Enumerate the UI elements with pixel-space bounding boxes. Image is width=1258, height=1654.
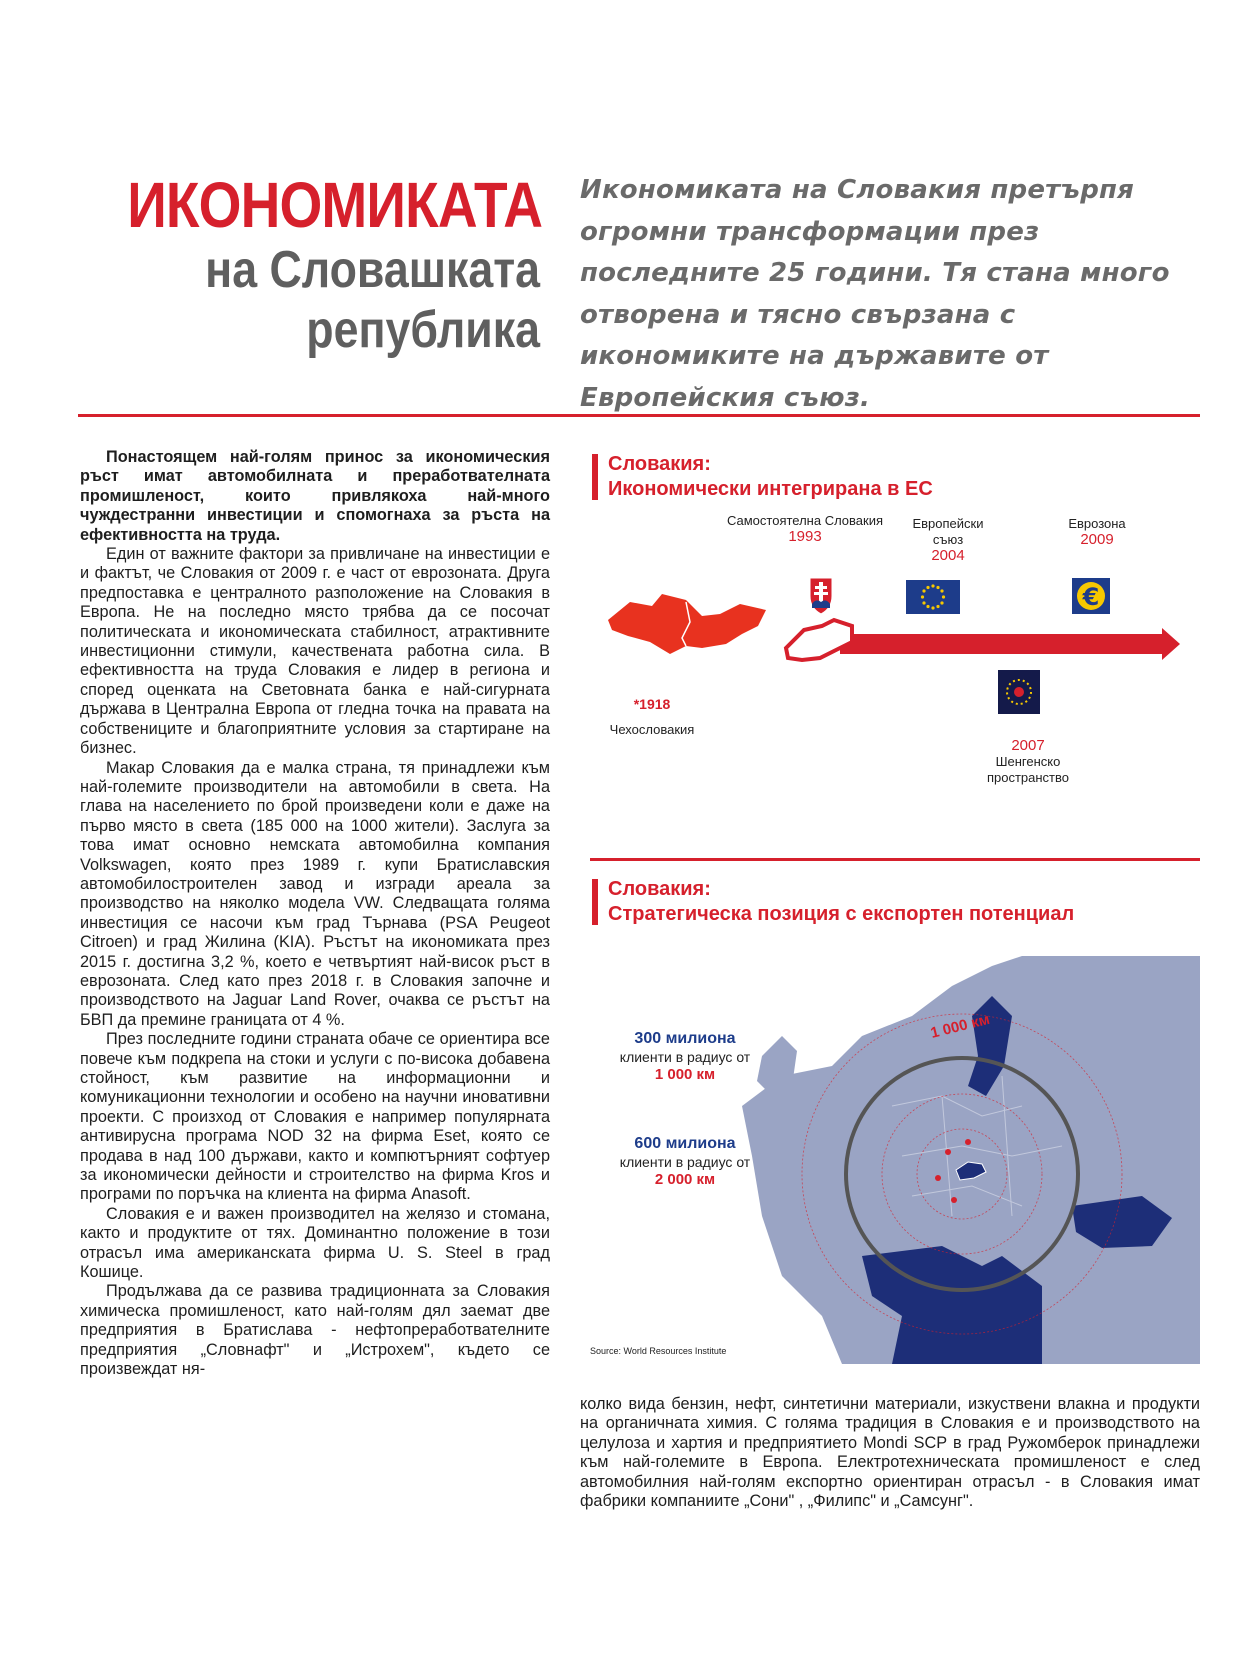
europe-map <box>742 956 1200 1364</box>
eurozone-label: Еврозона <box>1068 516 1126 531</box>
article-paragraph: През последните години страната обаче се ориентира все повече към подкрепа на стоки и услуги с по-висока добавена стойност, към развитие на информационни и комуникационни технологии и особено на научни иновативни проекти. С произход от Словакия е например популярната антивирусна програма NOD 32 на фирма Eset, която се продава в над 100 държави, както и компютърният софтуер за икономически дейности и строителство на фирма Kros и програми по поръчка на клиента на фирма Anasoft. <box>80 1030 550 1204</box>
page-title: ИКОНОМИКАТА <box>127 169 543 241</box>
schengen-year: 2007 <box>1011 737 1045 754</box>
label-schengen <box>978 738 1078 786</box>
page-subtitle-line2: република <box>306 301 540 359</box>
section2-line1: Словакия: <box>608 878 711 900</box>
independent-label: Самостоятелна Словакия <box>726 513 884 528</box>
article-paragraph: Един от важните фактори за привличане на инвестиции е и фактът, че Словакия от 2009 г. е част от еврозоната. Друга предпоставка е централното разположение на Словакия в Европа. Не на последно място трябва да се посочат политическата и икономическата стабилност, атрактивните инвестиционни стимули, качествената работна сила. В ефективността на труда Словакия е лидер в региона и според оценката на Световната банка е най-сигурната държава в Централна Европа от гледна точка на правата на собствениците и благоприятните условия за стартиране на бизнес. <box>80 545 550 758</box>
europe-map-graphic <box>742 956 1200 1364</box>
map-source: Source: World Resources Institute <box>590 1346 727 1356</box>
eu-label-line1: Европейски <box>912 516 984 531</box>
stat-300m <box>610 1030 760 1084</box>
article-paragraph: Макар Словакия да е малка страна, тя принадлежи към най-големите производители на автомобили в света. На глава на населението по брой произведени коли е даже на първо място в света (185 000 на 1000 жители). Заслуга за това имат основно немската автомобилна компания Volkswagen, която през 1989 г. купи Братиславския автомобилостроителен завод и изгради ареала за производство на няколко модела VW. Следващата голяма инвестиция се насочи към град Търнава (PSA Peugeot Citroen) и град Жилина (KIA). Ръстът на икономиката през 2015 г. достигна 3,2 %, което е четвъртият най-висок ръст в еврозоната. След като през 2018 г. в Словакия започне и производството на Jaguar Land Rover, очаква се ръстът на БВП да премине границата от 4 %. <box>80 758 550 1029</box>
section1-line1: Словакия: <box>608 453 711 475</box>
timeline-graphic <box>590 530 1200 830</box>
stat1-big: 300 милиона <box>634 1030 736 1047</box>
section2-line2: Стратегическа позиция с експортен потенциал <box>608 903 1075 925</box>
article-continuation <box>580 1395 1200 1511</box>
article-intro: Понастоящем най-голям принос за икономическия ръст имат автомобилната и преработвателната промишленост, които привлякоха най-много чуждестранни инвестиции и спомогнаха за ръста на ефективността на труда. <box>80 448 550 544</box>
label-czechoslovakia: Чехословакия <box>609 722 695 737</box>
eurozone-year: 2009 <box>1080 531 1114 548</box>
title-block <box>60 169 543 360</box>
schengen-label-line1: Шенгенско <box>995 754 1061 769</box>
independent-year: 1993 <box>788 528 822 545</box>
stat2-big: 600 милиона <box>634 1135 736 1152</box>
czechoslovakia-map-icon <box>608 594 766 654</box>
section-divider <box>590 858 1200 861</box>
label-independent-slovakia <box>720 513 890 545</box>
stat2-text: клиенти в радиус от <box>619 1154 751 1170</box>
eu-year: 2004 <box>931 547 965 564</box>
stat2-km: 2 000 км <box>654 1171 716 1188</box>
header-divider <box>78 414 1200 417</box>
article-paragraph: колко вида бензин, нефт, синтетични материали, изкуствени влакна и продукти на органичната химия. С голяма традиция в Словакия е и производството на целулоза и хартия и предприятието Mondi SCP в град Ружомберок принадлежи към най-големите в Европа. Електротехническата промишленост е след автомобилния най-голям експортно ориентиран отрасъл - в Словакия имат фабрики компаниите „Сони" , „Филипс" и „Самсунг". <box>580 1395 1200 1511</box>
article-paragraph: Продължава да се развива традиционната за Словакия химическа промишленост, като най-голям дял заемат две предприятия в Братислава - нефтопреработвателните предприятия „Словнафт" и „Истрохем", където се произвеждат ня- <box>80 1282 550 1379</box>
label-eu <box>908 516 988 564</box>
heading-bar <box>592 454 598 500</box>
timeline-arrow-bar <box>840 634 1165 654</box>
section1-line2: Икономически интегрирана в ЕС <box>608 478 933 500</box>
section2-heading <box>592 877 1074 927</box>
article-left-column <box>80 448 550 1380</box>
euro-symbol: € <box>1082 583 1100 611</box>
timeline-arrow-head <box>1162 628 1180 660</box>
section1-heading <box>592 452 933 502</box>
stat1-text: клиенти в радиус от <box>619 1049 751 1065</box>
article-paragraph: Словакия е и важен производител на желязо и стомана, както и продуктите от тях. Доминантно положение в този отрасъл има американската фирма U. S. Steel в град Кошице. <box>80 1204 550 1282</box>
eu-label-line2: съюз <box>932 532 964 547</box>
stat-600m <box>610 1135 760 1189</box>
schengen-label-line2: пространство <box>986 770 1070 785</box>
schengen-center-icon <box>1014 687 1024 697</box>
lead-paragraph: Икономиката на Словакия претърпя огромни трансформации през последните 25 години. Тя стана много отворена и тясно свързана с икономиките на държавите от Европейския съюз. <box>580 175 1170 413</box>
radius-label: 1 000 км <box>928 1010 992 1042</box>
page-subtitle-line1: на Словашката <box>205 241 540 299</box>
label-czechoslovakia-year: *1918 <box>633 696 671 712</box>
label-eurozone <box>1052 516 1142 548</box>
heading-bar <box>592 879 598 925</box>
stat1-km: 1 000 км <box>654 1066 716 1083</box>
